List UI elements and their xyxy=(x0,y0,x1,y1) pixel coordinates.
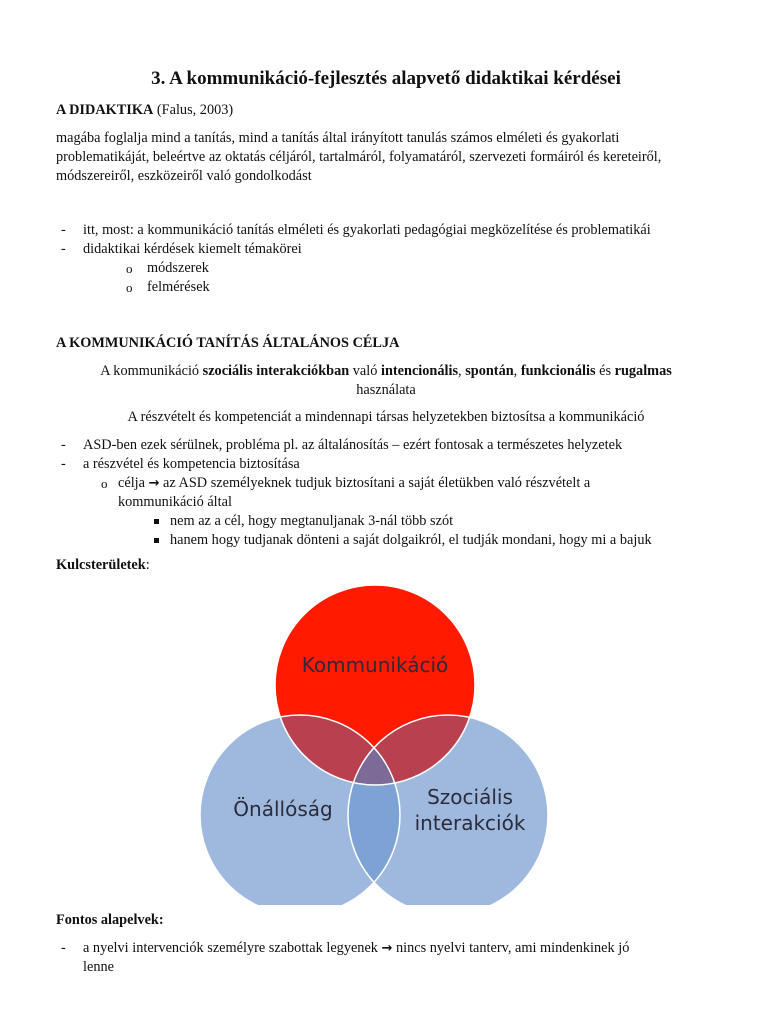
definition-bold: funkcionális xyxy=(520,363,596,379)
venn-label-szocialis-line2: interakciók xyxy=(414,811,526,835)
arrow-right-icon: → xyxy=(148,476,160,491)
list-item xyxy=(56,436,716,455)
sub-list-item xyxy=(56,278,716,297)
kulcsteruletek-heading xyxy=(56,556,716,575)
page-title: 3. A kommunikáció-fejlesztés alapvető didaktikai kérdései xyxy=(151,68,621,89)
sub-list-line-2: kommunikáció által xyxy=(118,494,232,510)
didaktika-list xyxy=(56,221,716,297)
list-item xyxy=(56,455,716,474)
didaktika-paragraph-line: problematikáját, beleértve az oktatás céljáról, tartalmáról, folyamatáról, szervezeti formáiról és kereteiről, xyxy=(56,149,662,165)
list-item-line-2: lenne xyxy=(83,959,114,975)
definition-bold: spontán xyxy=(465,363,514,379)
definition-bold: szociális interakciókban xyxy=(202,363,350,379)
venn-label-szocialis-line1: Szociális xyxy=(427,785,513,809)
list-item-text: a nyelvi intervenciók személyre szabottak legyenek xyxy=(83,940,382,956)
kulcsteruletek-heading-text: Kulcsterületek xyxy=(56,557,146,573)
venn-diagram xyxy=(150,585,628,905)
didaktika-paragraph-line: magába foglalja mind a tanítás, mind a tanítás által irányított tanulás számos elméleti és gyakorlati xyxy=(56,130,620,146)
definition-line-2: használata xyxy=(356,382,416,398)
kommunikacio-list xyxy=(56,436,716,550)
kommunikacio-line2: A részvételt és kompetenciát a mindennapi társas helyzetekben biztosítsa a kommunikáció xyxy=(127,409,645,425)
didaktika-heading-cite: (Falus, 2003) xyxy=(153,102,234,118)
list-item xyxy=(56,939,716,977)
square-list-text: hanem hogy tudjanak dönteni a saját dolgaikról, el tudják mondani, hogy mi a bajuk xyxy=(170,532,652,548)
didaktika-heading-bold: A DIDAKTIKA xyxy=(56,102,154,118)
kommunikacio-heading: A KOMMUNIKÁCIÓ TANÍTÁS ÁLTALÁNOS CÉLJA xyxy=(56,335,400,351)
sub-list-item xyxy=(56,259,716,278)
didaktika-paragraph-line: módszereiről, eszközeiről való gondolkodást xyxy=(56,168,312,184)
sub-list-line-1 xyxy=(118,474,716,493)
fontos-list xyxy=(56,939,716,977)
sub-list-item-text: felmérések xyxy=(147,279,210,295)
list-item-text: didaktikai kérdések kiemelt témakörei xyxy=(83,241,302,257)
list-item xyxy=(56,240,716,259)
definition-bold: intencionális xyxy=(380,363,459,379)
definition-bold: rugalmas xyxy=(614,363,672,379)
sub-list-text: az ASD személyeknek tudjuk biztosítani a saját életükben való részvételt a xyxy=(159,475,591,491)
venn-label-kommunikacio: Kommunikáció xyxy=(301,653,449,677)
list-item-text: a részvétel és kompetencia biztosítása xyxy=(83,456,300,472)
definition-text: való xyxy=(349,363,381,379)
list-item-line-1 xyxy=(83,939,716,958)
definition-text: A kommunikáció xyxy=(100,363,203,379)
list-item xyxy=(56,221,716,240)
square-list-item xyxy=(56,531,716,550)
square-list-text: nem az a cél, hogy megtanuljanak 3-nál több szót xyxy=(170,513,454,529)
venn-label-onallosag: Önállóság xyxy=(233,797,333,821)
definition-text: , xyxy=(513,363,521,379)
arrow-right-icon: → xyxy=(381,941,393,956)
definition-text: és xyxy=(595,363,615,379)
kommunikacio-definition xyxy=(56,362,716,400)
list-item-text: itt, most: a kommunikáció tanítás elméleti és gyakorlati pedagógiai megközelítése és problematikái xyxy=(83,222,651,238)
definition-text: , xyxy=(458,363,466,379)
didaktika-paragraph xyxy=(56,129,716,186)
sub-list-item-text: módszerek xyxy=(147,260,209,276)
bullet-o-marker: o xyxy=(101,476,108,491)
sub-list-item xyxy=(56,474,716,512)
list-item-text: ASD-ben ezek sérülnek, probléma pl. az általánosítás – ezért fontosak a természetes helyzetek xyxy=(83,437,623,453)
list-item-text: nincs nyelvi tanterv, ami mindenkinek jó xyxy=(392,940,630,956)
sub-list-text: célja xyxy=(118,475,145,491)
kulcsteruletek-colon: : xyxy=(145,557,150,573)
square-list-item xyxy=(56,512,716,531)
fontos-heading: Fontos alapelvek: xyxy=(56,912,164,928)
didaktika-heading xyxy=(56,101,716,120)
definition-line-1 xyxy=(56,362,716,381)
